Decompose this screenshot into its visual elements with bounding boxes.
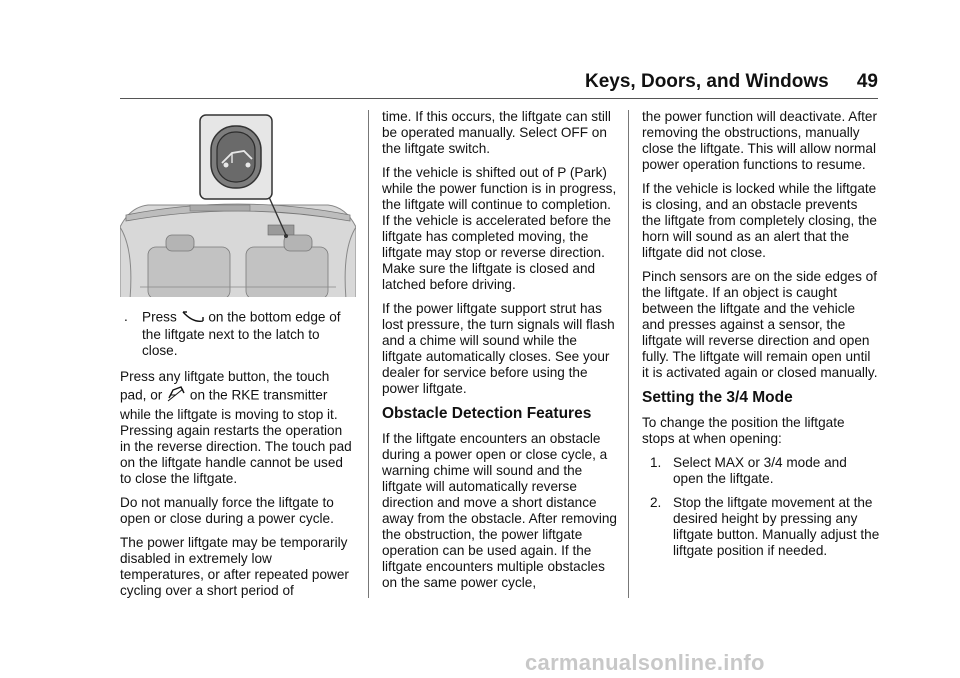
paragraph-text-post: on the RKE transmitter while the liftgate is moving to stop it. Pressing again restarts the operation in the reverse direction. The touch pad on the liftgate handle cannot be used to close the liftgate. xyxy=(120,387,352,486)
column-1 xyxy=(120,109,356,607)
list-item xyxy=(642,455,880,487)
bullet-item xyxy=(120,309,356,359)
paragraph: Pinch sensors are on the side edges of the liftgate. If an object is caught between the liftgate and the vehicle and presses against a sensor, the liftgate will reverse direction and open fully. The liftgate will remain open until it is activated again or closed manually. xyxy=(642,269,878,380)
column-3 xyxy=(642,109,880,567)
paragraph: If the power liftgate support strut has lost pressure, the turn signals will flash and a chime will sound while the liftgate automatically closes. See your dealer for service before using the power liftgate. xyxy=(382,301,615,396)
paragraph: time. If this occurs, the liftgate can still be operated manually. Select OFF on the liftgate switch. xyxy=(382,109,611,156)
paragraph: If the liftgate encounters an obstacle during a power open or close cycle, a warning chime will sound and the liftgate will automatically reverse direction and move a short distance away from the obstacle. After removing the obstruction, the power liftgate operation can be used again. If the liftgate encounters multiple obstacles on the same power cycle, xyxy=(382,431,617,590)
bullet-text-post: on the bottom edge of the liftgate next to the latch to close. xyxy=(142,309,341,358)
header-rule xyxy=(120,98,878,99)
paragraph: If the vehicle is shifted out of P (Park) while the power function is in progress, the liftgate will continue to completion. If the vehicle is accelerated before the liftgate has completed moving, the liftgate may stop or reverse direction. Make sure the liftgate is closed and latched before driving. xyxy=(382,165,617,292)
column-divider xyxy=(628,110,629,598)
liftgate-interior-illustration xyxy=(120,109,356,297)
page-header xyxy=(585,71,878,95)
bullet-text-pre: Press xyxy=(142,309,177,325)
step-number: 2. xyxy=(650,495,662,510)
list-item xyxy=(642,495,880,559)
paragraph: the power function will deactivate. After removing the obstructions, manually close the liftgate. This will allow normal power operation functions to resume. xyxy=(642,109,877,172)
section-heading: Setting the 3/4 Mode xyxy=(642,389,793,406)
bullet-dot: . xyxy=(124,309,128,324)
paragraph xyxy=(120,369,356,487)
page-number: 49 xyxy=(856,71,878,92)
steps-list xyxy=(642,455,880,559)
section-title: Keys, Doors, and Windows xyxy=(585,71,829,92)
paragraph: If the vehicle is locked while the liftgate is closing, and an obstacle prevents the liftgate from completely closing, the horn will sound as an alert that the liftgate did not close. xyxy=(642,181,877,260)
liftgate-close-icon xyxy=(181,309,205,327)
step-text: Stop the liftgate movement at the desired height by pressing any liftgate button. Manually adjust the liftgate position if needed. xyxy=(673,495,880,558)
step-number: 1. xyxy=(650,455,662,470)
step-text: Select MAX or 3/4 mode and open the liftgate. xyxy=(673,455,847,486)
paragraph: Do not manually force the liftgate to open or close during a power cycle. xyxy=(120,495,334,526)
paragraph-text-pre: Press any liftgate button, the touch pad, or xyxy=(120,369,330,403)
column-divider xyxy=(368,110,369,598)
section-heading: Obstacle Detection Features xyxy=(382,405,592,422)
watermark: carmanualsonline.info xyxy=(525,650,765,675)
column-2 xyxy=(382,109,620,599)
paragraph: The power liftgate may be temporarily disabled in extremely low temperatures, or after repeated power cycling over a short period of xyxy=(120,535,349,598)
rke-liftgate-icon xyxy=(166,385,186,407)
paragraph: To change the position the liftgate stops at when opening: xyxy=(642,415,845,446)
liftgate-figure-svg xyxy=(120,109,356,297)
